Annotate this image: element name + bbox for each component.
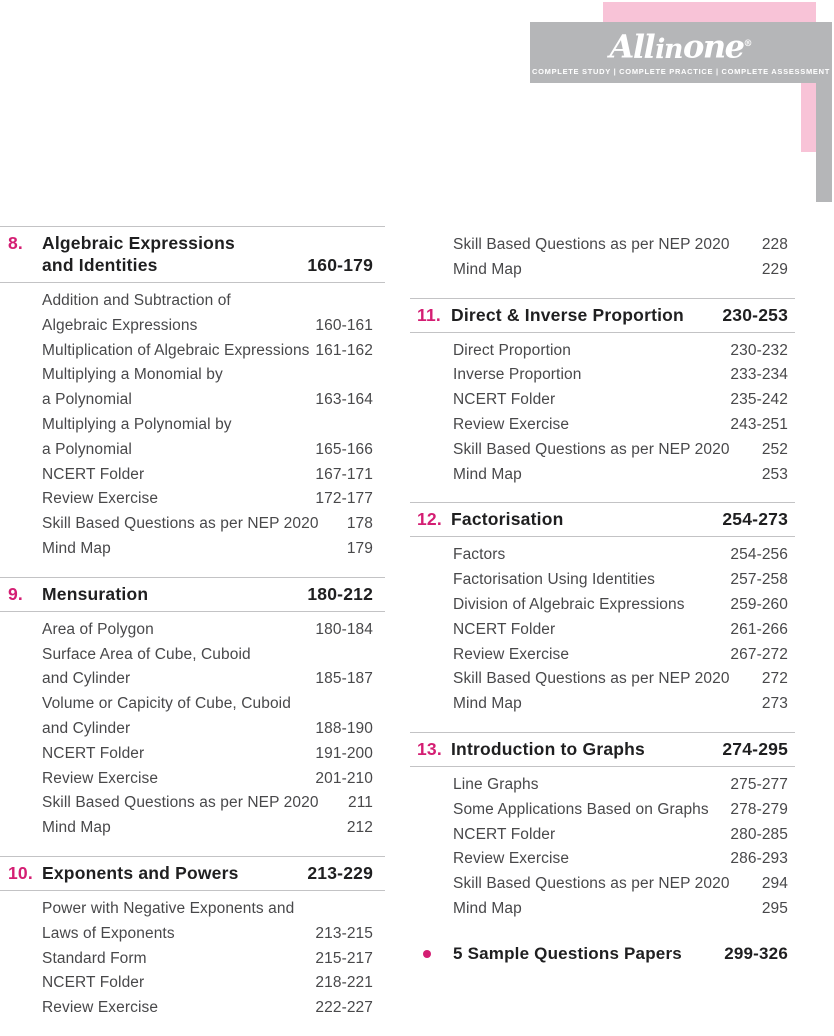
toc-item-row: [0, 388, 385, 413]
toc-item-pages: 218-221: [315, 974, 373, 992]
toc-item-pages: 272: [761, 670, 788, 688]
chapter-page-range: 180-212: [307, 583, 373, 604]
chapter-heading-row: [410, 508, 795, 530]
toc-item-pages: 172-177: [315, 490, 373, 508]
chapter-heading-row: [0, 862, 385, 884]
chapter-number: 9.: [8, 583, 23, 604]
toc-item-pages: 185-187: [315, 670, 373, 688]
toc-item-pages: 179: [346, 539, 373, 557]
toc-item-row: [410, 258, 795, 283]
toc-item-pages: 165-166: [315, 440, 373, 458]
toc-item-row: [410, 593, 795, 618]
chapter-title: Algebraic Expressions: [42, 233, 235, 253]
chapter-heading-row: [410, 738, 795, 760]
toc-item-row: [410, 233, 795, 258]
toc-item-pages: 278-279: [730, 800, 788, 818]
sample-papers-title: 5 Sample Questions Papers: [453, 943, 682, 963]
toc-item-pages: 233-234: [730, 366, 788, 384]
chapter-heading-row: [410, 304, 795, 326]
toc-item-title: Addition and Subtraction of: [42, 292, 231, 309]
chapter-heading-row: [0, 583, 385, 605]
toc-item-title: Skill Based Questions as per NEP 2020: [42, 794, 319, 812]
toc-item-pages: 261-266: [730, 620, 788, 638]
toc-item-row: [0, 512, 385, 537]
toc-item-title: Division of Algebraic Expressions: [453, 595, 685, 613]
toc-item-row: [410, 618, 795, 643]
toc-item-title: Skill Based Questions as per NEP 2020: [453, 440, 730, 458]
toc-item-pages: 167-171: [315, 465, 373, 483]
toc-item-row: [410, 798, 795, 823]
chapter-title: and Identities: [42, 255, 158, 275]
toc-item-row: [0, 667, 385, 692]
bullet-icon: [423, 950, 431, 958]
toc-item-row: [410, 667, 795, 692]
chapter-title: Exponents and Powers: [42, 862, 239, 883]
toc-column-left: [0, 226, 385, 1036]
toc-item-pages: 294: [761, 875, 788, 893]
toc-item-title: Mind Map: [42, 819, 111, 837]
toc-item-title: a Polynomial: [42, 440, 132, 458]
registered-trademark-icon: ®: [743, 39, 753, 49]
toc-item-title: Volume or Capicity of Cube, Cuboid: [42, 695, 291, 713]
toc-item-pages: 254-256: [730, 546, 788, 564]
chapter-page-range: 254-273: [722, 509, 788, 530]
toc-item-title: Direct Proportion: [453, 341, 571, 359]
toc-item-title: Algebraic Expressions: [42, 316, 198, 334]
logo-banner: [530, 22, 832, 83]
chapter-heading: [410, 502, 795, 537]
chapter-heading-row: [0, 254, 385, 276]
chapter-heading: [0, 856, 385, 891]
chapter-page-range: 274-295: [722, 738, 788, 759]
toc-item-row: [410, 872, 795, 897]
toc-item-row: [0, 897, 385, 922]
chapter-title: Direct & Inverse Proportion: [451, 304, 684, 325]
toc-item-pages: 286-293: [730, 850, 788, 868]
section-items: [410, 767, 795, 937]
toc-item-title: Review Exercise: [453, 415, 570, 433]
toc-item-title: Multiplication of Algebraic Expressions: [42, 341, 310, 359]
toc-item-pages: 295: [761, 899, 788, 917]
toc-item-title: a Polynomial: [42, 391, 132, 409]
toc-item-title: Review Exercise: [42, 490, 159, 508]
toc-item-row: [410, 388, 795, 413]
toc-item-title: Mind Map: [42, 539, 111, 557]
toc-item-title: Mind Map: [453, 695, 522, 713]
toc-item-row: [0, 971, 385, 996]
toc-item-row: [0, 289, 385, 314]
toc-item-row: [0, 742, 385, 767]
chapter-page-range: 160-179: [307, 255, 373, 275]
toc-item-row: [410, 692, 795, 717]
toc-item-row: [0, 816, 385, 841]
toc-item-pages: 259-260: [730, 595, 788, 613]
chapter-heading: [0, 577, 385, 612]
toc-item-row: [0, 791, 385, 816]
toc-item-title: Line Graphs: [453, 775, 539, 793]
toc-item-title: Laws of Exponents: [42, 924, 175, 942]
chapter-number: 10.: [8, 862, 33, 883]
toc-item-title: Power with Negative Exponents and: [42, 899, 295, 917]
toc-item-title: Review Exercise: [42, 999, 159, 1017]
toc-item-title: NCERT Folder: [42, 974, 145, 992]
chapter-title: Introduction to Graphs: [451, 738, 645, 759]
chapter-heading-row: [0, 232, 385, 254]
toc-item-pages: 215-217: [315, 949, 373, 967]
toc-item-title: Skill Based Questions as per NEP 2020: [453, 236, 730, 253]
toc-item-title: Factorisation Using Identities: [453, 571, 656, 589]
toc-item-title: Surface Area of Cube, Cuboid: [42, 645, 251, 663]
toc-item-pages: 235-242: [730, 391, 788, 409]
section-items: [410, 229, 795, 298]
toc-item-row: [0, 767, 385, 792]
pink-accent-block: [603, 2, 816, 23]
toc-item-title: Skill Based Questions as per NEP 2020: [42, 515, 319, 533]
toc-item-row: [410, 847, 795, 872]
logo-tagline: COMPLETE STUDY | COMPLETE PRACTICE | COMPLETE ASSESSMENT: [531, 66, 830, 76]
toc-item-row: [410, 363, 795, 388]
chapter-number: 8.: [8, 233, 23, 253]
toc-item-pages: 280-285: [730, 825, 788, 843]
toc-item-row: [0, 363, 385, 388]
allinone-logo: [530, 27, 832, 67]
toc-column-right: [410, 229, 795, 964]
toc-item-row: [410, 897, 795, 922]
toc-item-pages: 273: [761, 695, 788, 713]
toc-item-row: [0, 537, 385, 562]
toc-item-pages: 180-184: [315, 620, 373, 638]
chapter-number: 11.: [417, 304, 441, 325]
toc-item-title: NCERT Folder: [453, 825, 556, 843]
toc-item-pages: 230-232: [730, 341, 788, 359]
section-items: [0, 612, 385, 856]
toc-item-title: and Cylinder: [42, 719, 131, 737]
toc-item-row: [0, 463, 385, 488]
toc-item-pages: 161-162: [315, 341, 373, 359]
toc-item-pages: 275-277: [730, 775, 788, 793]
chapter-page-range: 230-253: [722, 304, 788, 325]
toc-item-row: [410, 438, 795, 463]
toc-item-title: Multiplying a Polynomial by: [42, 415, 232, 433]
section-items: [410, 333, 795, 503]
toc-item-title: NCERT Folder: [42, 744, 145, 762]
logo-word-one: one: [683, 27, 744, 66]
toc-item-row: [0, 339, 385, 364]
toc-item-row: [410, 339, 795, 364]
toc-item-row: [0, 922, 385, 947]
toc-item-row: [0, 438, 385, 463]
chapter-title: Factorisation: [451, 509, 564, 530]
section-items: [0, 283, 385, 577]
toc-item-row: [0, 413, 385, 438]
toc-item-row: [0, 717, 385, 742]
toc-item-pages: 191-200: [315, 744, 373, 762]
toc-item-pages: 211: [347, 794, 373, 812]
toc-item-pages: 213-215: [315, 924, 373, 942]
toc-item-row: [410, 823, 795, 848]
toc-item-title: NCERT Folder: [453, 391, 556, 409]
toc-item-pages: 257-258: [730, 571, 788, 589]
toc-item-row: [0, 487, 385, 512]
toc-item-row: [0, 692, 385, 717]
toc-item-title: Skill Based Questions as per NEP 2020: [453, 670, 730, 688]
toc-item-row: [410, 463, 795, 488]
section-items: [410, 537, 795, 732]
logo-word-all: All: [609, 27, 655, 66]
toc-item-title: Factors: [453, 546, 506, 564]
gray-accent-strip: [816, 83, 832, 202]
toc-item-title: Skill Based Questions as per NEP 2020: [453, 875, 730, 893]
chapter-number: 13.: [417, 738, 442, 759]
toc-item-title: Mind Map: [453, 899, 522, 917]
toc-item-pages: 267-272: [730, 645, 788, 663]
toc-item-row: [0, 643, 385, 668]
toc-item-title: Review Exercise: [453, 850, 570, 868]
toc-item-row: [0, 618, 385, 643]
chapter-page-range: 213-229: [307, 862, 373, 883]
chapter-title: Mensuration: [42, 583, 149, 604]
sample-papers-pages: 299-326: [724, 943, 788, 963]
toc-item-pages: 212: [346, 819, 373, 837]
toc-item-pages: 229: [761, 260, 788, 278]
toc-item-title: Review Exercise: [42, 769, 159, 787]
toc-item-row: [0, 314, 385, 339]
sample-papers-row: [410, 944, 795, 964]
toc-item-title: Inverse Proportion: [453, 366, 582, 384]
chapter-heading: [410, 732, 795, 767]
toc-item-title: Mind Map: [453, 465, 522, 483]
toc-item-pages: 163-164: [315, 391, 373, 409]
toc-item-row: [410, 773, 795, 798]
toc-item-title: NCERT Folder: [453, 620, 556, 638]
toc-item-title: Area of Polygon: [42, 620, 154, 638]
toc-item-pages: 178: [346, 515, 373, 533]
chapter-heading: [410, 298, 795, 333]
toc-item-row: [410, 568, 795, 593]
toc-item-pages: 243-251: [730, 415, 788, 433]
toc-item-title: Some Applications Based on Graphs: [453, 800, 709, 818]
chapter-number: 12.: [417, 509, 442, 530]
toc-item-row: [410, 413, 795, 438]
chapter-heading: [0, 226, 385, 283]
pink-accent-strip: [801, 83, 816, 152]
toc-item-title: NCERT Folder: [42, 465, 145, 483]
toc-item-pages: 188-190: [315, 719, 373, 737]
section-items: [0, 891, 385, 1036]
toc-item-pages: 252: [761, 440, 788, 458]
toc-item-pages: 253: [761, 465, 788, 483]
toc-item-title: Review Exercise: [453, 645, 570, 663]
toc-item-pages: 222-227: [315, 999, 373, 1017]
toc-item-pages: 228: [761, 236, 788, 253]
toc-item-title: and Cylinder: [42, 670, 131, 688]
toc-item-pages: 160-161: [315, 316, 373, 334]
toc-item-title: Multiplying a Monomial by: [42, 366, 223, 384]
toc-item-row: [0, 996, 385, 1021]
toc-item-row: [410, 643, 795, 668]
toc-item-row: [0, 947, 385, 972]
logo-word-in: in: [655, 33, 683, 65]
toc-item-pages: 201-210: [315, 769, 373, 787]
toc-item-row: [410, 543, 795, 568]
toc-item-title: Standard Form: [42, 949, 147, 967]
toc-item-title: Mind Map: [453, 260, 522, 278]
